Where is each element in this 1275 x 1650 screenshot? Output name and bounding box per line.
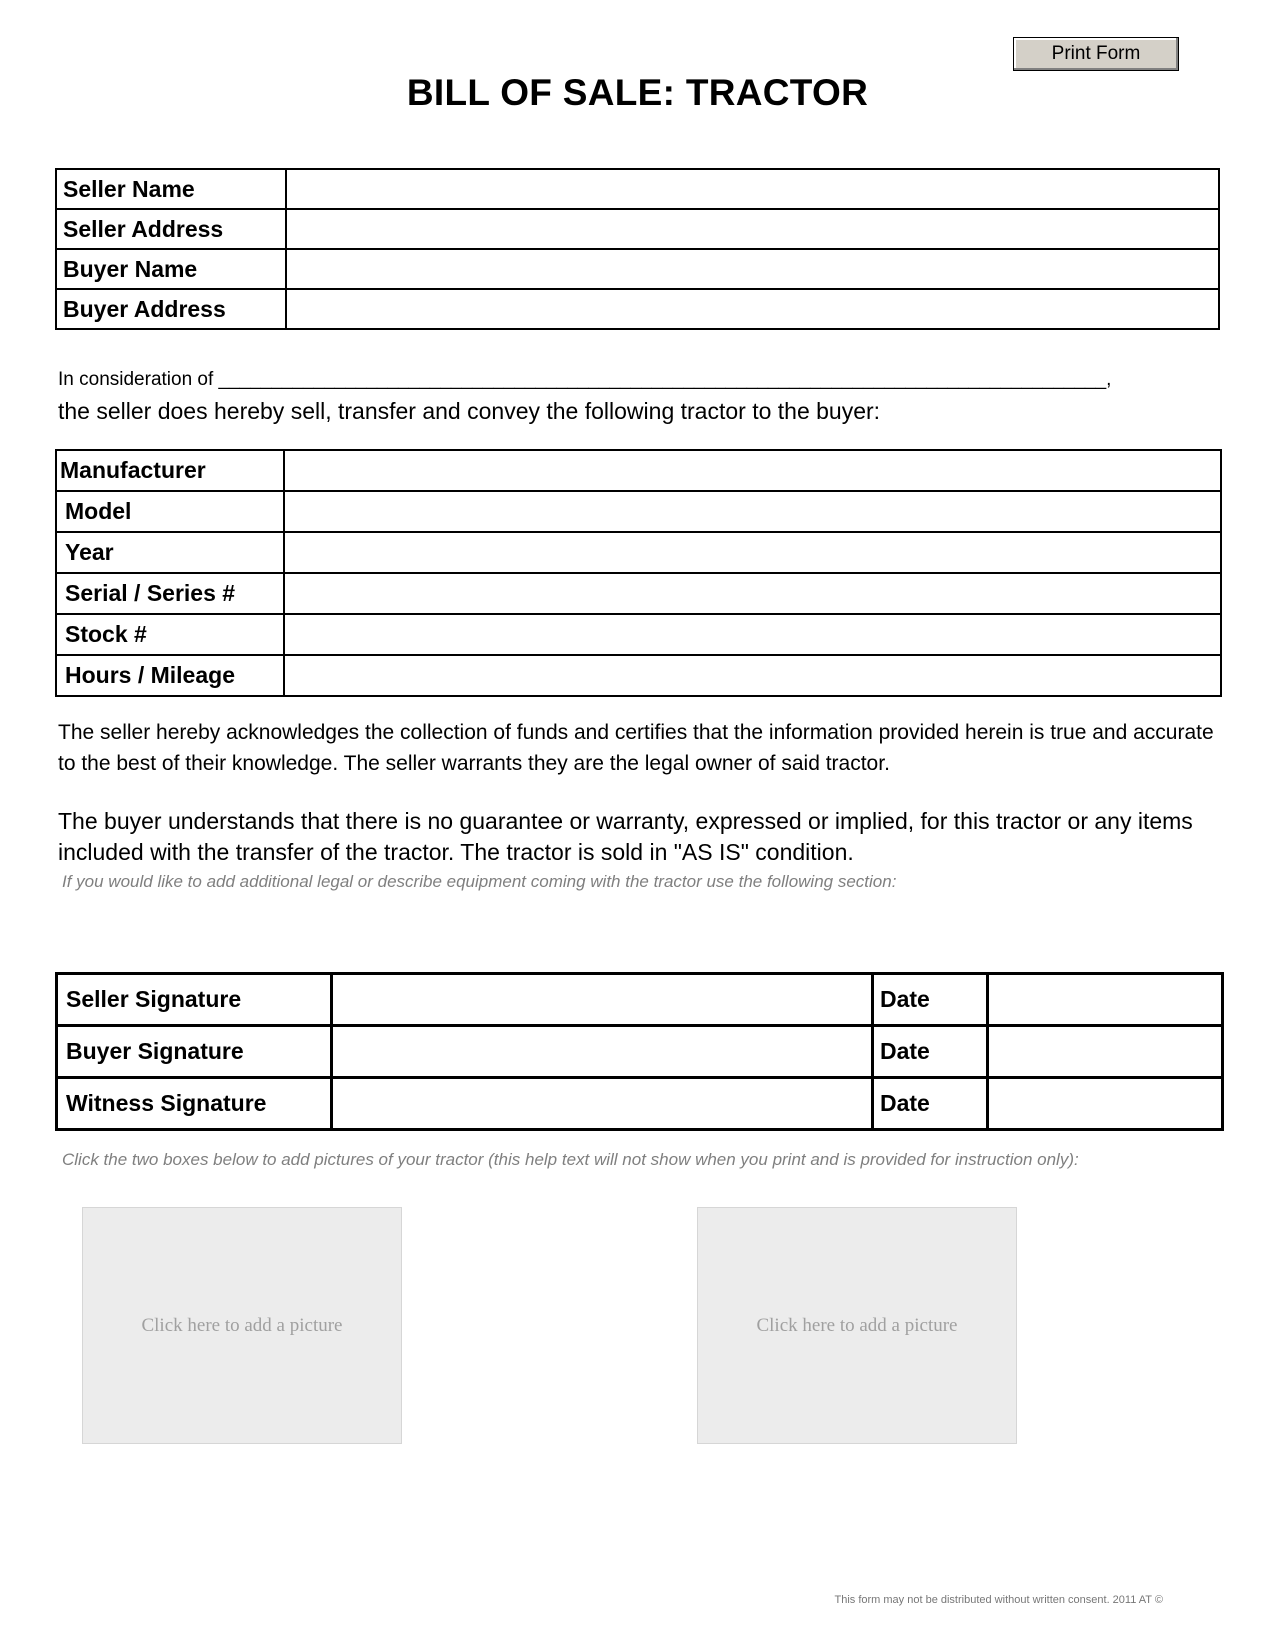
add-picture-label: Click here to add a picture xyxy=(756,1314,958,1336)
seller-signature-cell xyxy=(332,974,873,1026)
buyer-address-input[interactable] xyxy=(287,290,1218,328)
seller-date-cell xyxy=(988,974,1223,1026)
seller-address-input[interactable] xyxy=(287,210,1218,248)
table-row xyxy=(57,1026,1223,1078)
table-row xyxy=(56,655,1221,696)
stock-label: Stock # xyxy=(56,614,284,655)
witness-signature-label: Witness Signature xyxy=(57,1078,332,1130)
serial-input[interactable] xyxy=(285,574,1220,613)
seller-address-label: Seller Address xyxy=(56,209,286,249)
table-row xyxy=(56,249,1219,289)
buyer-signature-input[interactable] xyxy=(333,1027,871,1076)
add-picture-box-1[interactable] xyxy=(82,1207,402,1444)
table-row xyxy=(56,289,1219,329)
signature-table xyxy=(55,972,1224,1131)
seller-date-label: Date xyxy=(873,974,988,1026)
consideration-line xyxy=(58,369,1111,391)
manufacturer-input[interactable] xyxy=(285,451,1220,490)
witness-signature-cell xyxy=(332,1078,873,1130)
add-picture-label: Click here to add a picture xyxy=(141,1314,343,1336)
seller-signature-label: Seller Signature xyxy=(57,974,332,1026)
table-row xyxy=(56,614,1221,655)
table-row xyxy=(57,1078,1223,1130)
buyer-date-label: Date xyxy=(873,1026,988,1078)
model-label: Model xyxy=(56,491,284,532)
hours-mileage-input[interactable] xyxy=(285,656,1220,695)
model-cell xyxy=(284,491,1221,532)
additional-legal-help-text: If you would like to add additional legal or describe equipment coming with the tractor use the following section: xyxy=(62,872,897,891)
buyer-signature-label: Buyer Signature xyxy=(57,1026,332,1078)
tractor-details-table xyxy=(55,449,1222,697)
year-input[interactable] xyxy=(285,533,1220,572)
page-title: BILL OF SALE: TRACTOR xyxy=(406,72,869,113)
add-picture-box-2[interactable] xyxy=(697,1207,1017,1444)
buyer-address-cell xyxy=(286,289,1219,329)
seller-date-input[interactable] xyxy=(989,975,1221,1024)
table-row xyxy=(57,974,1223,1026)
year-label: Year xyxy=(56,532,284,573)
print-form-button[interactable]: Print Form xyxy=(1013,37,1179,71)
table-row xyxy=(56,209,1219,249)
buyer-date-cell xyxy=(988,1026,1223,1078)
serial-cell xyxy=(284,573,1221,614)
buyer-name-input[interactable] xyxy=(287,250,1218,288)
seller-signature-input[interactable] xyxy=(333,975,871,1024)
witness-date-label: Date xyxy=(873,1078,988,1130)
witness-date-input[interactable] xyxy=(989,1079,1221,1128)
table-row xyxy=(56,532,1221,573)
serial-label: Serial / Series # xyxy=(56,573,284,614)
table-row xyxy=(56,169,1219,209)
model-input[interactable] xyxy=(285,492,1220,531)
stock-cell xyxy=(284,614,1221,655)
seller-name-input[interactable] xyxy=(287,170,1218,208)
hours-mileage-cell xyxy=(284,655,1221,696)
table-row xyxy=(56,450,1221,491)
witness-signature-input[interactable] xyxy=(333,1079,871,1128)
buyer-signature-cell xyxy=(332,1026,873,1078)
table-row xyxy=(56,573,1221,614)
seller-acknowledgement-text: The seller hereby acknowledges the collection of funds and certifies that the information provided herein is true and accurate to the best of their knowledge. The seller warrants they are the legal owner of said tractor. xyxy=(58,721,1214,775)
copyright-footer: This form may not be distributed without written consent. 2011 AT © xyxy=(834,1594,1163,1606)
manufacturer-cell xyxy=(284,450,1221,491)
manufacturer-label: Manufacturer xyxy=(56,450,284,491)
consideration-prefix: In consideration of xyxy=(58,369,219,390)
buyer-name-label: Buyer Name xyxy=(56,249,286,289)
seller-name-label: Seller Name xyxy=(56,169,286,209)
buyer-address-label: Buyer Address xyxy=(56,289,286,329)
buyer-name-cell xyxy=(286,249,1219,289)
table-row xyxy=(56,491,1221,532)
stock-input[interactable] xyxy=(285,615,1220,654)
pictures-help-text: Click the two boxes below to add pictures of your tractor (this help text will not show when you print and is provided for instruction only): xyxy=(62,1150,1079,1169)
year-cell xyxy=(284,532,1221,573)
buyer-acknowledgement-text: The buyer understands that there is no guarantee or warranty, expressed or implied, for this tractor or any items included with the transfer of the tractor. The tractor is sold in "AS IS" condition. xyxy=(58,808,1193,865)
seller-name-cell xyxy=(286,169,1219,209)
conveys-statement: the seller does hereby sell, transfer and convey the following tractor to the buyer: xyxy=(58,398,881,424)
buyer-date-input[interactable] xyxy=(989,1027,1221,1076)
party-info-table xyxy=(55,168,1220,330)
consideration-amount-blank[interactable]: ____________________________________________________________________________________, xyxy=(218,369,1112,390)
seller-address-cell xyxy=(286,209,1219,249)
hours-mileage-label: Hours / Mileage xyxy=(56,655,284,696)
witness-date-cell xyxy=(988,1078,1223,1130)
